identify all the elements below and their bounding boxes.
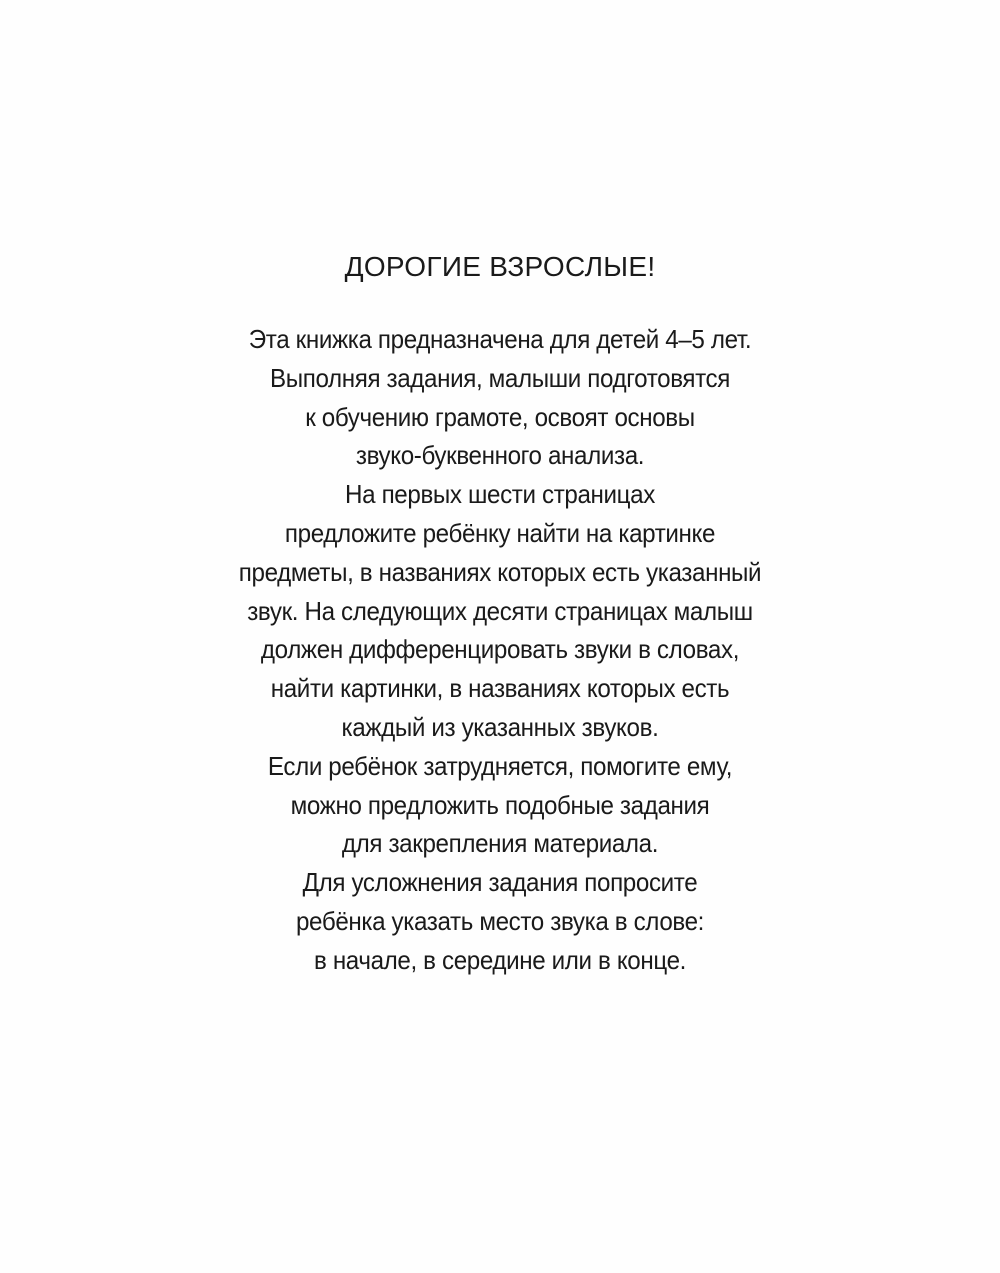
text-line: должен дифференцировать звуки в словах, bbox=[260, 634, 740, 665]
text-line: звук. На следующих десяти страницах малыш bbox=[247, 595, 753, 626]
text-line: Для усложнения задания попросите bbox=[302, 867, 698, 898]
text-line: найти картинки, в названиях которых есть bbox=[270, 673, 730, 704]
body-text bbox=[0, 320, 1000, 980]
text-line: каждый из указанных звуков. bbox=[341, 711, 659, 742]
text-line: можно предложить подобные задания bbox=[290, 789, 710, 820]
text-line: ребёнка указать место звука в слове: bbox=[295, 905, 705, 936]
page-title: ДОРОГИЕ ВЗРОСЛЫЕ! bbox=[344, 251, 656, 282]
text-line: предметы, в названиях которых есть указанный bbox=[238, 556, 762, 587]
text-line: для закрепления материала. bbox=[341, 828, 659, 859]
text-line: в начале, в середине или в конце. bbox=[314, 944, 686, 975]
text-line: Если ребёнок затрудняется, помогите ему, bbox=[267, 750, 733, 781]
text-line: звуко-буквенного анализа. bbox=[355, 440, 645, 471]
text-line: Выполняя задания, малыши подготовятся bbox=[269, 362, 731, 393]
text-line: к обучению грамоте, освоят основы bbox=[305, 401, 695, 432]
text-line: На первых шести страницах bbox=[345, 479, 655, 510]
text-line: предложите ребёнку найти на картинке bbox=[284, 517, 716, 548]
text-line: Эта книжка предназначена для детей 4–5 лет. bbox=[248, 324, 752, 354]
